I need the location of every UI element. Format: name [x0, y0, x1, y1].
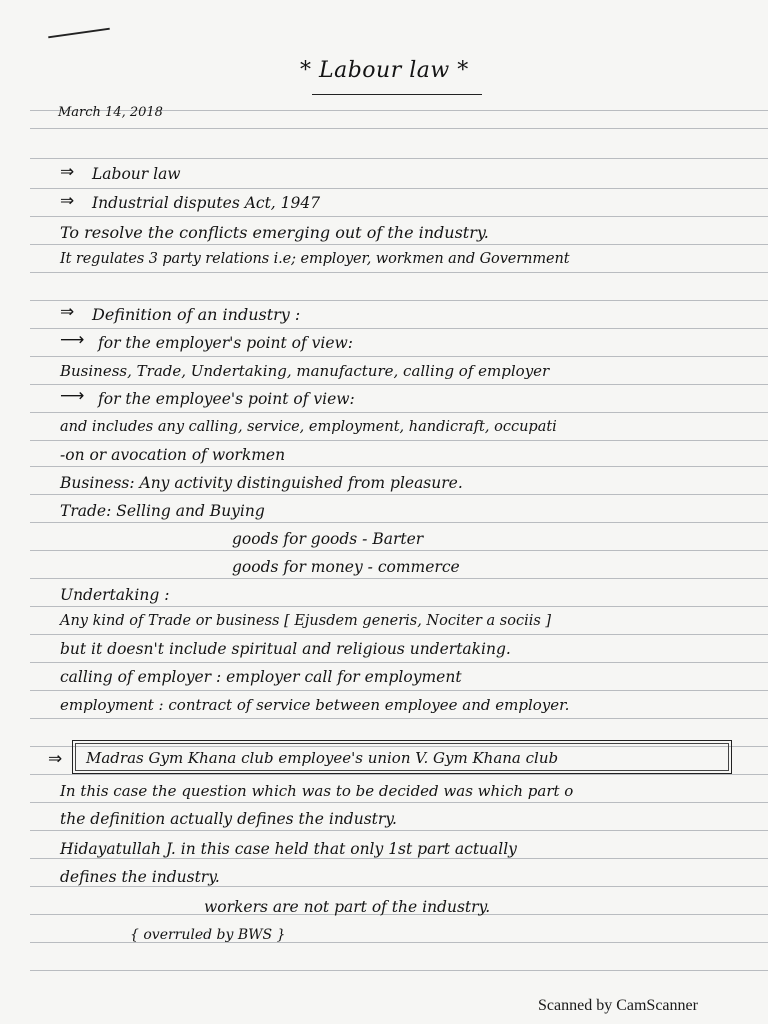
date-label: March 14, 2018 [58, 105, 163, 120]
ruled-line [30, 244, 768, 245]
ruled-line [30, 830, 768, 831]
ruled-line [30, 466, 768, 467]
title-underline [312, 94, 482, 95]
note-line: { overruled by BWS } [130, 927, 286, 943]
ruled-line [30, 300, 768, 301]
note-line: calling of employer : employer call for employment [60, 668, 462, 686]
ruled-line [30, 522, 768, 523]
note-line: -on or avocation of workmen [60, 446, 286, 464]
note-line: Trade: Selling and Buying [60, 502, 265, 520]
ruled-line [30, 662, 768, 663]
note-line: for the employer's point of view: [98, 334, 354, 352]
ruled-line [30, 440, 768, 441]
note-line: for the employee's point of view: [98, 390, 355, 408]
note-line: goods for money - commerce [232, 558, 460, 576]
arrow-icon: ⇒ [48, 749, 63, 769]
note-line: Business: Any activity distinguished from pleasure. [60, 474, 463, 492]
pen-mark [48, 28, 110, 39]
note-line: but it doesn't include spiritual and religious undertaking. [60, 640, 511, 658]
arrow-icon: ⇒ [60, 191, 75, 211]
note-line: In this case the question which was to be decided was which part o [60, 782, 574, 800]
ruled-line [30, 774, 768, 775]
ruled-line [30, 128, 768, 129]
note-line: Hidayatullah J. in this case held that only 1st part actually [60, 840, 517, 858]
note-line: It regulates 3 party relations i.e; employer, workmen and Government [60, 251, 570, 267]
note-line: Definition of an industry : [92, 305, 301, 324]
note-line: the definition actually defines the industry. [60, 810, 397, 828]
ruled-line [30, 272, 768, 273]
ruled-line [30, 384, 768, 385]
ruled-line [30, 356, 768, 357]
ruled-line [30, 550, 768, 551]
note-line: defines the industry. [60, 868, 220, 886]
note-line: Labour law [92, 165, 181, 183]
ruled-line [30, 634, 768, 635]
ruled-line [30, 802, 768, 803]
ruled-line [30, 690, 768, 691]
ruled-line [30, 718, 768, 719]
arrow-icon: ⇒ [60, 302, 75, 322]
ruled-line [30, 578, 768, 579]
ruled-line [30, 158, 768, 159]
arrow-icon: ⟶ [60, 386, 85, 406]
note-line: goods for goods - Barter [232, 530, 424, 548]
ruled-line [30, 188, 768, 189]
ruled-line [30, 412, 768, 413]
case-title: Madras Gym Khana club employee's union V. Gym Khana club [86, 749, 559, 767]
scanner-watermark: Scanned by CamScanner [538, 997, 698, 1014]
note-line: workers are not part of the industry. [204, 898, 491, 916]
ruled-line [30, 494, 768, 495]
arrow-icon: ⇒ [60, 162, 75, 182]
ruled-line [30, 886, 768, 887]
note-line: To resolve the conflicts emerging out of the industry. [60, 223, 489, 242]
ruled-line [30, 606, 768, 607]
ruled-line [30, 328, 768, 329]
arrow-icon: ⟶ [60, 330, 85, 350]
ruled-line [30, 858, 768, 859]
ruled-line [30, 970, 768, 971]
note-line: Any kind of Trade or business [ Ejusdem generis, Nociter a sociis ] [60, 613, 552, 629]
page-title: * Labour law * [300, 58, 469, 83]
ruled-line [30, 216, 768, 217]
note-line: Business, Trade, Undertaking, manufacture, calling of employer [60, 362, 550, 380]
note-line: Industrial disputes Act, 1947 [92, 194, 321, 212]
note-line: Undertaking : [60, 586, 170, 604]
note-line: employment : contract of service between employee and employer. [60, 696, 570, 714]
note-line: and includes any calling, service, employment, handicraft, occupati [60, 419, 557, 435]
